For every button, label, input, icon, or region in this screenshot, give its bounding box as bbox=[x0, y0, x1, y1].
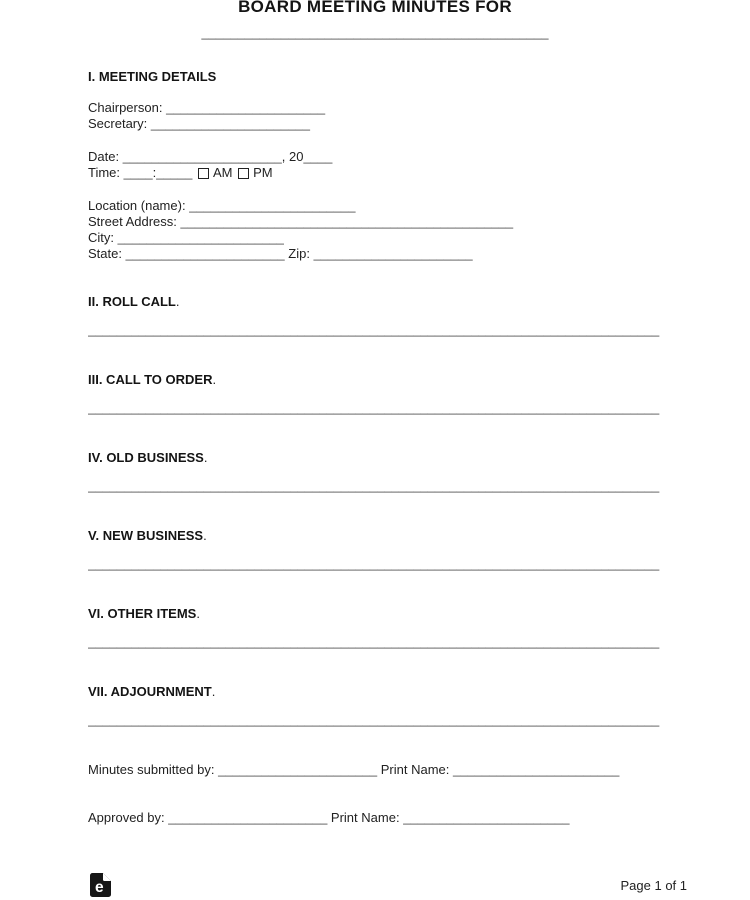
approved-print-name-blank[interactable]: _______________________ bbox=[403, 810, 570, 825]
location-blank[interactable]: _______________________ bbox=[189, 198, 356, 213]
submitted-print-name-label: Print Name: bbox=[380, 762, 450, 777]
date-row bbox=[88, 149, 662, 165]
approved-by-row bbox=[88, 810, 662, 826]
new-business-title: V. NEW BUSINESS bbox=[88, 528, 204, 543]
chairperson-row bbox=[88, 100, 662, 116]
page-indicator: Page 1 of 1 bbox=[620, 878, 687, 893]
heading-old-business bbox=[88, 450, 662, 466]
adjournment-title: VII. ADJOURNMENT bbox=[88, 684, 212, 699]
adjournment-blank-line[interactable]: _______________________________________________________________________________ bbox=[88, 712, 660, 727]
call-to-order-blank-line[interactable]: _______________________________________________________________________________ bbox=[88, 400, 660, 415]
time-hour-blank[interactable]: ____ bbox=[123, 165, 153, 180]
roll-call-title: II. ROLL CALL bbox=[88, 294, 176, 309]
document-title: BOARD MEETING MINUTES FOR bbox=[238, 0, 512, 16]
location-row bbox=[88, 198, 662, 214]
other-items-title: VI. OTHER ITEMS bbox=[88, 606, 197, 621]
call-to-order-period: . bbox=[212, 372, 217, 387]
adjournment-period: . bbox=[211, 684, 216, 699]
time-minute-blank[interactable]: _____ bbox=[156, 165, 193, 180]
heading-other-items bbox=[88, 606, 662, 622]
numbered-sections bbox=[88, 294, 662, 728]
call-to-order-title: III. CALL TO ORDER bbox=[88, 372, 213, 387]
state-zip-row bbox=[88, 246, 662, 262]
minutes-submitted-signature-blank[interactable]: ______________________ bbox=[218, 762, 378, 777]
city-label: City: bbox=[88, 230, 114, 245]
pm-label: PM bbox=[253, 165, 273, 180]
location-label: Location (name): bbox=[88, 198, 186, 213]
other-items-period: . bbox=[196, 606, 200, 621]
title-blank-row bbox=[0, 25, 750, 41]
other-items-blank-row bbox=[88, 634, 662, 650]
time-separator: : bbox=[152, 165, 157, 180]
zip-label: Zip: bbox=[288, 246, 310, 261]
time-label: Time: bbox=[88, 165, 121, 180]
city-blank[interactable]: _______________________ bbox=[117, 230, 284, 245]
approved-by-signature-blank[interactable]: ______________________ bbox=[168, 810, 328, 825]
street-address-label: Street Address: bbox=[88, 214, 177, 229]
other-items-blank-line[interactable]: _______________________________________________________________________________ bbox=[88, 634, 660, 649]
state-label: State: bbox=[88, 246, 122, 261]
old-business-blank-line[interactable]: _______________________________________________________________________________ bbox=[88, 478, 660, 493]
date-blank[interactable]: ______________________ bbox=[122, 149, 282, 164]
street-address-blank[interactable]: ______________________________________________ bbox=[180, 214, 514, 229]
date-label: Date: bbox=[88, 149, 120, 164]
roll-call-blank-line[interactable]: _______________________________________________________________________________ bbox=[88, 322, 660, 337]
date-year-prefix: , 20 bbox=[281, 149, 304, 164]
approved-by-label: Approved by: bbox=[88, 810, 165, 825]
heading-roll-call bbox=[88, 294, 662, 310]
am-label: AM bbox=[212, 165, 233, 180]
am-checkbox[interactable] bbox=[198, 168, 209, 179]
chairperson-blank[interactable]: ______________________ bbox=[166, 100, 326, 115]
state-blank[interactable]: ______________________ bbox=[125, 246, 285, 261]
approved-print-name-label: Print Name: bbox=[330, 810, 400, 825]
time-row bbox=[88, 165, 662, 181]
minutes-submitted-row bbox=[88, 762, 662, 778]
roll-call-period: . bbox=[175, 294, 180, 309]
new-business-period: . bbox=[203, 528, 207, 543]
date-year-blank[interactable]: ____ bbox=[303, 149, 333, 164]
zip-blank[interactable]: ______________________ bbox=[313, 246, 473, 261]
eforms-logo-letter: e bbox=[94, 879, 104, 896]
title-blank-line[interactable]: ________________________________________________ bbox=[201, 25, 549, 40]
roll-call-blank-row bbox=[88, 322, 662, 338]
new-business-blank-row bbox=[88, 556, 662, 572]
submitted-print-name-blank[interactable]: _______________________ bbox=[453, 762, 620, 777]
heading-adjournment bbox=[88, 684, 662, 700]
old-business-period: . bbox=[203, 450, 208, 465]
document-body bbox=[0, 69, 750, 826]
secretary-blank[interactable]: ______________________ bbox=[150, 116, 310, 131]
minutes-submitted-label: Minutes submitted by: bbox=[88, 762, 215, 777]
heading-call-to-order bbox=[88, 372, 662, 388]
old-business-blank-row bbox=[88, 478, 662, 494]
secretary-label: Secretary: bbox=[88, 116, 148, 131]
pm-checkbox[interactable] bbox=[238, 168, 249, 179]
new-business-blank-line[interactable]: _______________________________________________________________________________ bbox=[88, 556, 660, 571]
adjournment-blank-row bbox=[88, 712, 662, 728]
chairperson-label: Chairperson: bbox=[88, 100, 163, 115]
city-row bbox=[88, 230, 662, 246]
old-business-title: IV. OLD BUSINESS bbox=[88, 450, 204, 465]
heading-new-business bbox=[88, 528, 662, 544]
eforms-logo bbox=[90, 873, 111, 897]
heading-meeting-details: I. MEETING DETAILS bbox=[88, 69, 217, 84]
eforms-page-icon bbox=[90, 873, 111, 897]
call-to-order-blank-row bbox=[88, 400, 662, 416]
street-address-row bbox=[88, 214, 662, 230]
secretary-row bbox=[88, 116, 662, 132]
